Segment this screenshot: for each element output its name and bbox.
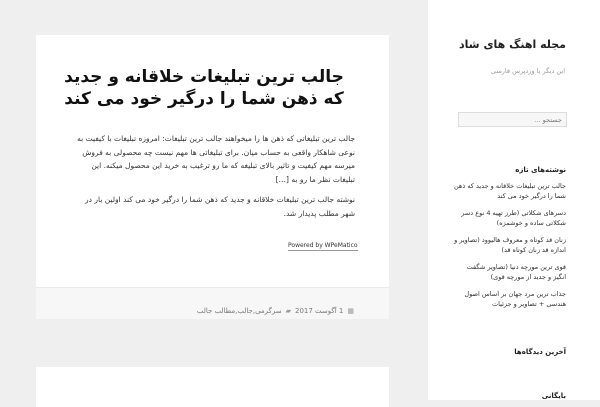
recent-post-item[interactable]: جالب ترین تبلیغات خلاقانه و جدید که ذهن شما را درگیر خود می کند [453, 182, 566, 200]
next-post-card [36, 367, 389, 407]
post-categories[interactable]: سرگرمی,جالب,مطالب جالب [196, 307, 282, 315]
recent-posts-list [454, 181, 566, 316]
post-meta [197, 307, 354, 315]
recent-post-item[interactable]: زنان قد کوتاه و معروف هالیوود (تصاویر و اندازه قد زنان کوتاه قد) [454, 236, 566, 254]
search-input[interactable] [458, 112, 567, 127]
recent-post-item[interactable]: جذاب ترین مرد جهان بر اساس اصول هندسی + تصاویر و جزئیات [464, 290, 566, 308]
post-date[interactable]: 1 آگوست 2017 [294, 307, 344, 315]
powered-by-link[interactable]: Powered by WPeMatico [288, 242, 358, 249]
post-excerpt: جالب ترین تبلیغاتی که ذهن ها را میخواهند جالب ترین تبلیغات: امروزه تبلیغات با کیفیت به نوعی شاهکار واقعی به حساب میان. برای تبلیغاتی ها مهم نیست چه محصولی به فروش میرسه مهم کیفیت و تاثیر بالای تبلیغه که ما رو ترغیب به خرید این محصول میکنه. این تبلیغات نظر ما رو به […] [77, 134, 355, 184]
recent-post-item[interactable]: قوی ترین مورچه دنیا (تصاویر شگفت انگیز و جدید از مورچه قوی) [466, 263, 566, 281]
calendar-icon: ▦ [347, 307, 354, 315]
recent-post-item[interactable]: دسرهای شکلاتی (طرز تهیه 4 نوع دسر شکلاتی ساده و خوشمزه) [461, 209, 566, 227]
post-source-note: نوشته جالب ترین تبلیغات خلاقانه و جدید که ذهن شما را درگیر خود می کند اولین بار در شهر مطلب پدیدار شد. [85, 195, 355, 218]
recent-posts-title: نوشته‌های تازه [515, 166, 566, 174]
site-tagline: این دیگر یا وردپرس فارسی [490, 67, 565, 75]
sidebar [428, 0, 600, 400]
post-card [36, 35, 389, 318]
recent-comments-title: آخرین دیدگاه‌ها [514, 348, 566, 356]
folder-icon: ▰ [285, 307, 291, 315]
site-title[interactable]: مجله اهنگ های شاد [459, 38, 566, 51]
post-content [70, 132, 355, 227]
post-title[interactable]: جالب ترین تبلیغات خلاقانه و جدید که ذهن شما را درگیر خود می کند [64, 67, 344, 109]
archives-title: بایگانی [541, 392, 566, 400]
